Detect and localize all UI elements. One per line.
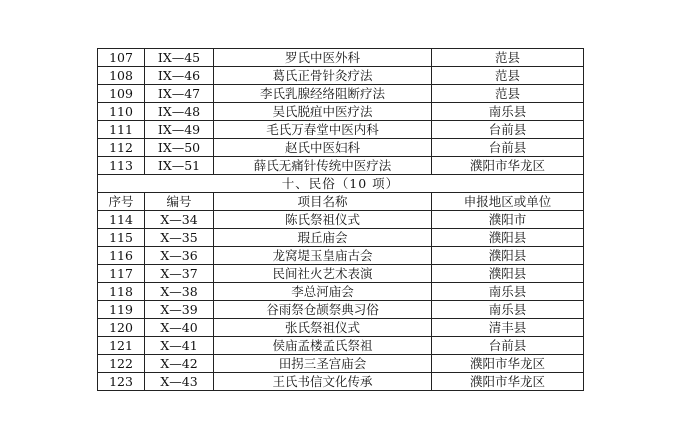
row-number: 117 bbox=[98, 265, 145, 283]
table-row bbox=[98, 157, 584, 175]
row-name: 吴氏脱疽中医疗法 bbox=[214, 103, 432, 121]
table-row bbox=[98, 85, 584, 103]
header-row bbox=[98, 193, 584, 211]
row-code: X—40 bbox=[145, 319, 214, 337]
row-number: 109 bbox=[98, 85, 145, 103]
section-title-row bbox=[98, 175, 584, 193]
row-code: IX—47 bbox=[145, 85, 214, 103]
row-code: IX—50 bbox=[145, 139, 214, 157]
row-name: 毛氏万春堂中医内科 bbox=[214, 121, 432, 139]
row-number: 120 bbox=[98, 319, 145, 337]
row-region: 濮阳市 bbox=[432, 211, 584, 229]
row-name: 李氏乳腺经络阻断疗法 bbox=[214, 85, 432, 103]
table-row bbox=[98, 301, 584, 319]
row-number: 113 bbox=[98, 157, 145, 175]
row-code: IX—46 bbox=[145, 67, 214, 85]
table-row bbox=[98, 211, 584, 229]
table-row bbox=[98, 355, 584, 373]
row-code: IX—48 bbox=[145, 103, 214, 121]
row-number: 115 bbox=[98, 229, 145, 247]
table-row bbox=[98, 103, 584, 121]
row-name: 瑕丘庙会 bbox=[214, 229, 432, 247]
table-row bbox=[98, 121, 584, 139]
table-row bbox=[98, 319, 584, 337]
row-code: X—42 bbox=[145, 355, 214, 373]
row-code: X—41 bbox=[145, 337, 214, 355]
row-name: 薛氏无痛针传统中医疗法 bbox=[214, 157, 432, 175]
row-region: 濮阳市华龙区 bbox=[432, 373, 584, 391]
row-region: 南乐县 bbox=[432, 283, 584, 301]
table-row bbox=[98, 49, 584, 67]
folk-custom-section bbox=[98, 175, 584, 211]
row-region: 南乐县 bbox=[432, 301, 584, 319]
row-number: 116 bbox=[98, 247, 145, 265]
row-region: 濮阳县 bbox=[432, 229, 584, 247]
heritage-list-table bbox=[97, 48, 584, 391]
table-row bbox=[98, 247, 584, 265]
row-region: 濮阳县 bbox=[432, 265, 584, 283]
row-number: 111 bbox=[98, 121, 145, 139]
row-region: 濮阳县 bbox=[432, 247, 584, 265]
row-name: 李总河庙会 bbox=[214, 283, 432, 301]
row-code: X—35 bbox=[145, 229, 214, 247]
table-row bbox=[98, 373, 584, 391]
row-region: 濮阳市华龙区 bbox=[432, 355, 584, 373]
row-number: 118 bbox=[98, 283, 145, 301]
table-row bbox=[98, 265, 584, 283]
row-code: X—38 bbox=[145, 283, 214, 301]
row-code: IX—51 bbox=[145, 157, 214, 175]
row-name: 王氏书信文化传承 bbox=[214, 373, 432, 391]
row-region: 台前县 bbox=[432, 139, 584, 157]
row-number: 121 bbox=[98, 337, 145, 355]
medicine-rows bbox=[98, 49, 584, 175]
row-number: 108 bbox=[98, 67, 145, 85]
row-region: 台前县 bbox=[432, 121, 584, 139]
row-region: 范县 bbox=[432, 67, 584, 85]
row-code: X—37 bbox=[145, 265, 214, 283]
row-region: 濮阳市华龙区 bbox=[432, 157, 584, 175]
row-name: 罗氏中医外科 bbox=[214, 49, 432, 67]
row-code: IX—49 bbox=[145, 121, 214, 139]
row-code: IX—45 bbox=[145, 49, 214, 67]
row-number: 119 bbox=[98, 301, 145, 319]
header-code: 编号 bbox=[145, 193, 214, 211]
row-number: 122 bbox=[98, 355, 145, 373]
row-region: 清丰县 bbox=[432, 319, 584, 337]
header-no: 序号 bbox=[98, 193, 145, 211]
section-title: 十、民俗（10 项） bbox=[98, 175, 584, 193]
row-number: 112 bbox=[98, 139, 145, 157]
table-row bbox=[98, 139, 584, 157]
row-name: 侯庙孟楼孟氏祭祖 bbox=[214, 337, 432, 355]
row-number: 123 bbox=[98, 373, 145, 391]
row-name: 葛氏正骨针灸疗法 bbox=[214, 67, 432, 85]
row-name: 陈氏祭祖仪式 bbox=[214, 211, 432, 229]
table-row bbox=[98, 283, 584, 301]
row-region: 台前县 bbox=[432, 337, 584, 355]
row-region: 范县 bbox=[432, 49, 584, 67]
row-number: 114 bbox=[98, 211, 145, 229]
row-region: 范县 bbox=[432, 85, 584, 103]
header-region: 申报地区或单位 bbox=[432, 193, 584, 211]
row-number: 107 bbox=[98, 49, 145, 67]
row-number: 110 bbox=[98, 103, 145, 121]
table-row bbox=[98, 229, 584, 247]
row-name: 民间社火艺术表演 bbox=[214, 265, 432, 283]
row-name: 张氏祭祖仪式 bbox=[214, 319, 432, 337]
row-name: 赵氏中医妇科 bbox=[214, 139, 432, 157]
row-code: X—39 bbox=[145, 301, 214, 319]
folk-custom-rows bbox=[98, 211, 584, 391]
row-code: X—43 bbox=[145, 373, 214, 391]
row-name: 谷雨祭仓颉祭典习俗 bbox=[214, 301, 432, 319]
header-name: 项目名称 bbox=[214, 193, 432, 211]
row-name: 龙窝堤玉皇庙古会 bbox=[214, 247, 432, 265]
row-region: 南乐县 bbox=[432, 103, 584, 121]
row-name: 田拐三圣宫庙会 bbox=[214, 355, 432, 373]
table-row bbox=[98, 337, 584, 355]
table-row bbox=[98, 67, 584, 85]
row-code: X—36 bbox=[145, 247, 214, 265]
row-code: X—34 bbox=[145, 211, 214, 229]
